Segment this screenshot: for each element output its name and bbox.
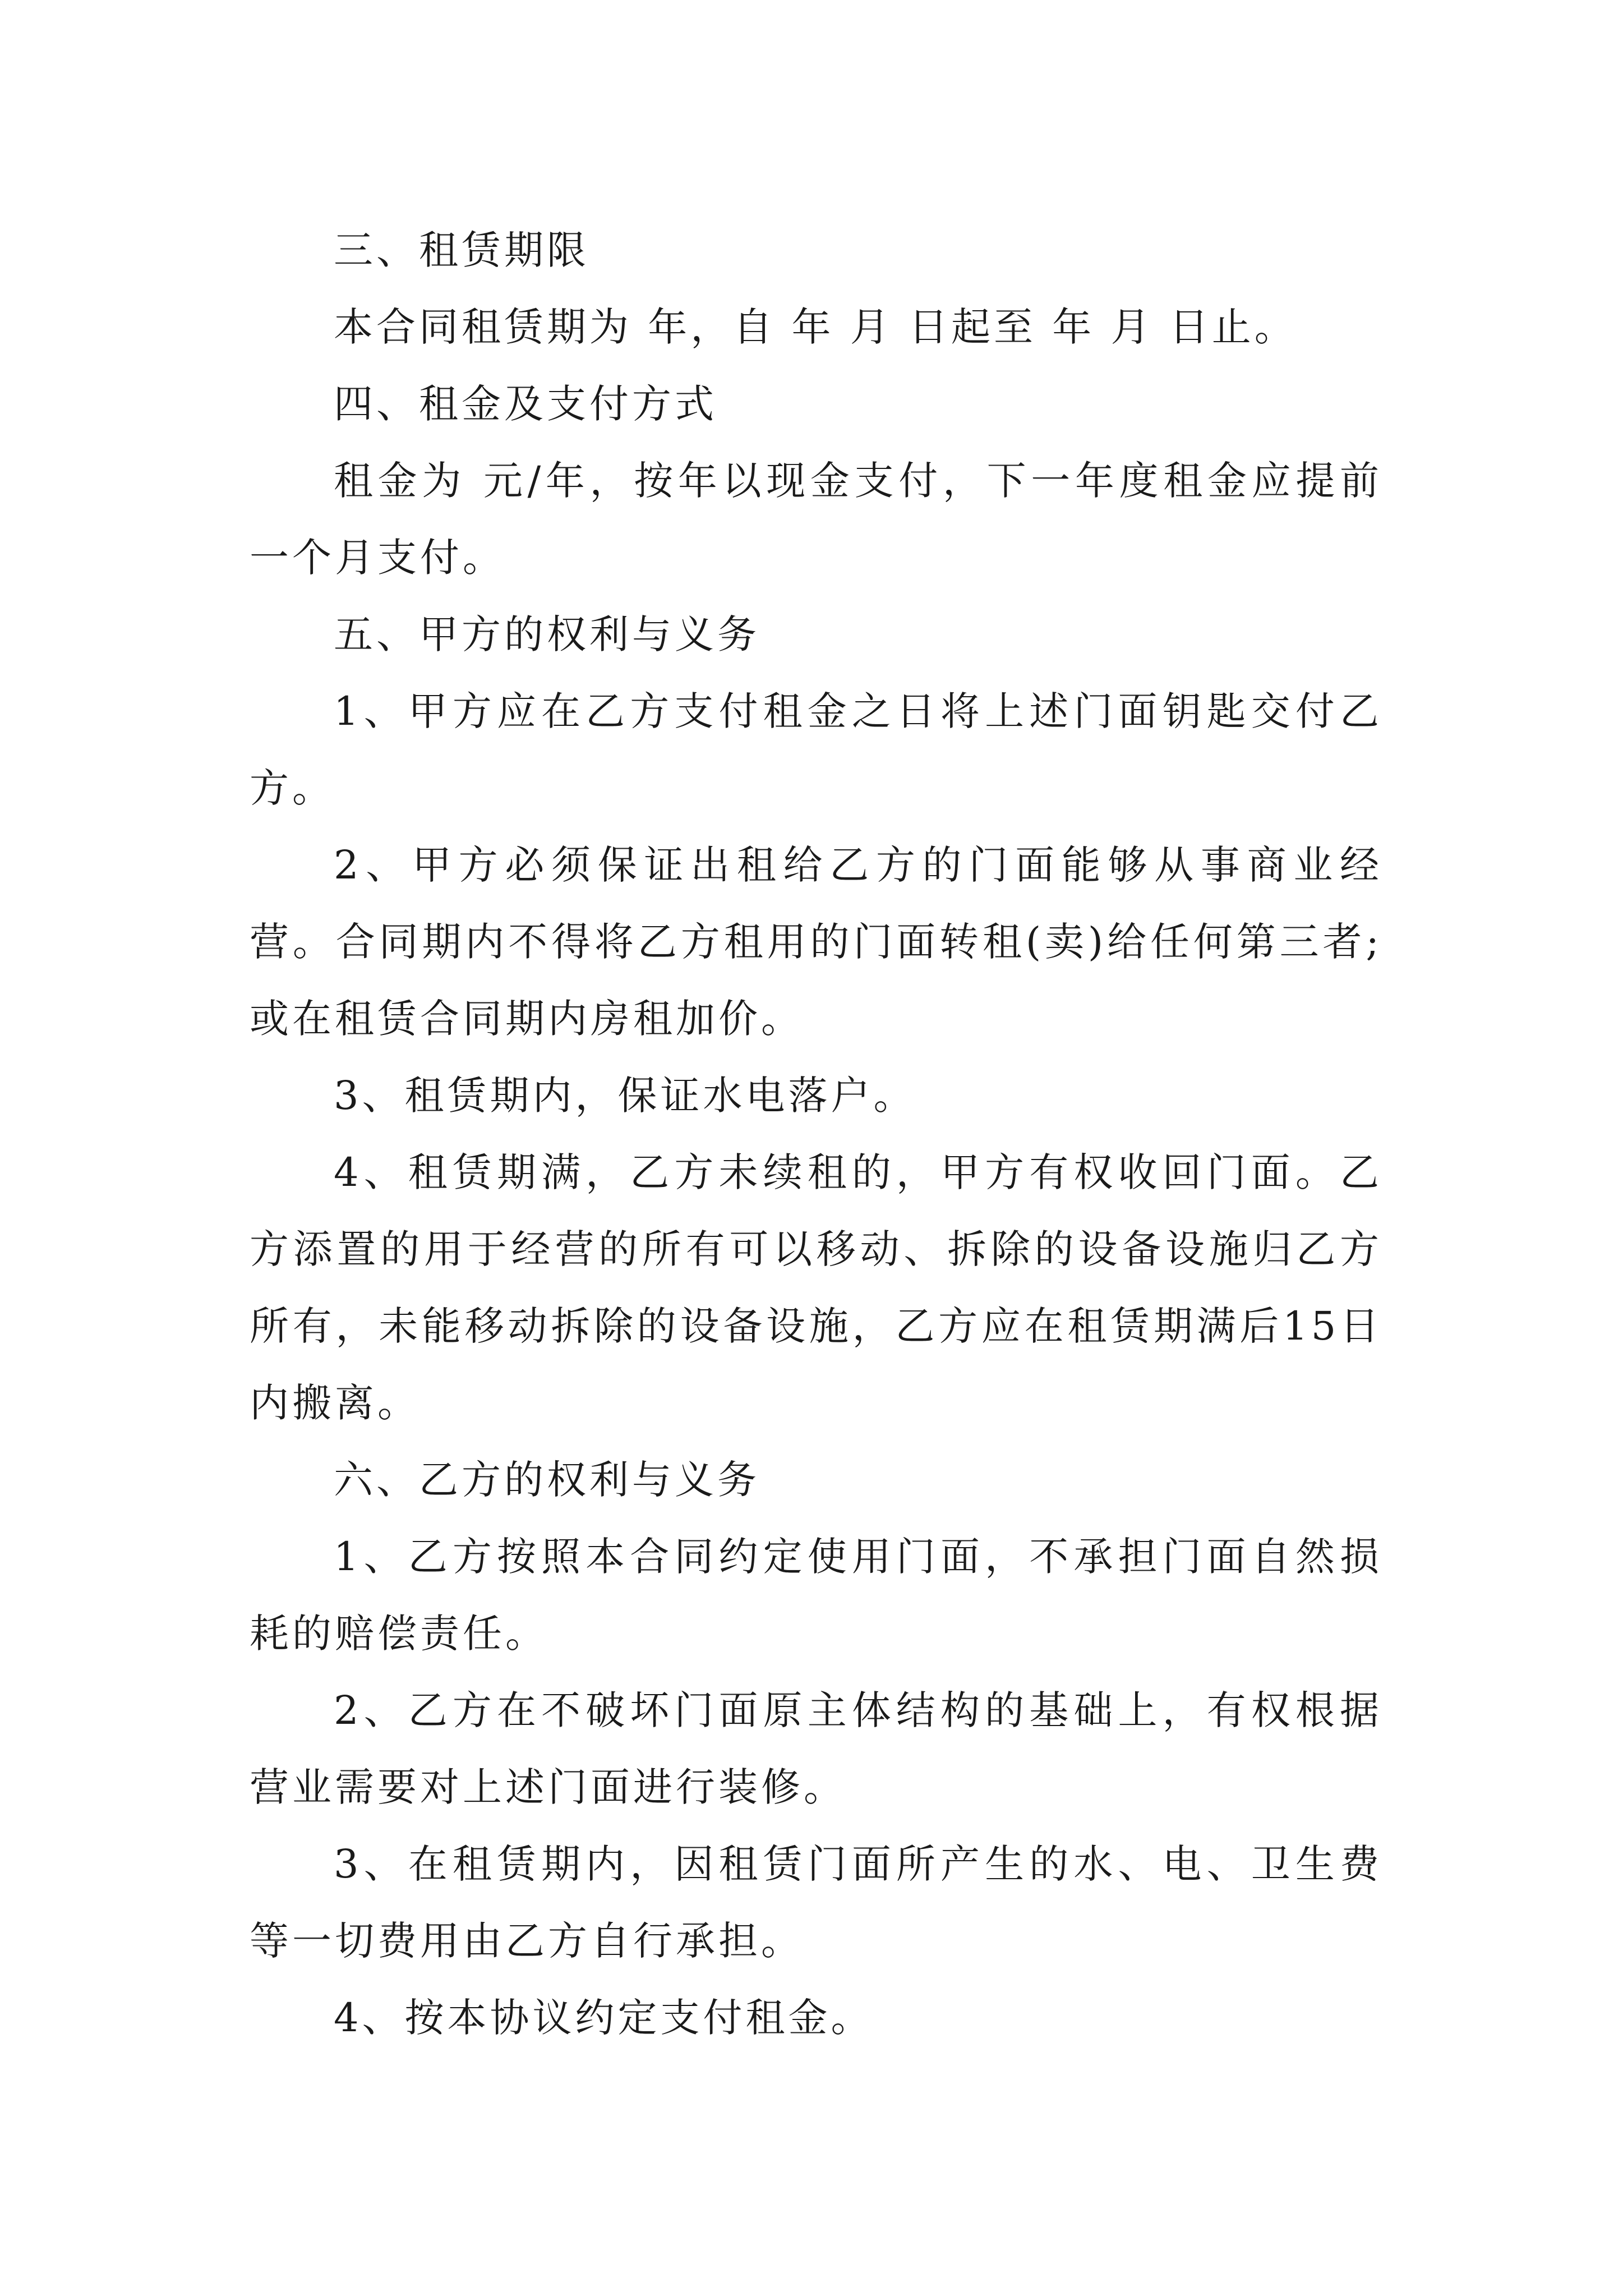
paragraph-party-a-1: 1、甲方应在乙方支付租金之日将上述门面钥匙交付乙方。 [250, 688, 1382, 811]
paragraph-party-b-4: 4、按本协议约定支付租金。 [334, 1995, 874, 2041]
paragraph-party-a-4: 4、租赁期满，乙方未续租的，甲方有权收回门面。乙方添置的用于经营的所有可以移动、拆除的设备设施归乙方所有，未能移动拆除的设备设施，乙方应在租赁期满后15日内搬离。 [250, 1149, 1382, 1426]
section-heading-rent-payment: 四、租金及支付方式 [334, 381, 717, 427]
paragraph-party-a-2: 2、甲方必须保证出租给乙方的门面能够从事商业经营。合同期内不得将乙方租用的门面转租(卖)给任何第三者;或在租赁合同期内房租加价。 [250, 842, 1382, 1042]
document-body [250, 212, 1382, 2056]
paragraph-party-a-3: 3、租赁期内，保证水电落户。 [334, 1073, 916, 1119]
paragraph-rent-payment: 租金为 元/年，按年以现金支付，下一年度租金应提前一个月支付。 [250, 458, 1382, 581]
paragraph-party-b-1: 1、乙方按照本合同约定使用门面，不承担门面自然损耗的赔偿责任。 [250, 1534, 1382, 1657]
section-heading-party-a: 五、甲方的权利与义务 [334, 611, 760, 657]
section-heading-lease-term: 三、租赁期限 [334, 227, 589, 273]
section-heading-party-b: 六、乙方的权利与义务 [334, 1457, 760, 1503]
paragraph-party-b-2: 2、乙方在不破坏门面原主体结构的基础上，有权根据营业需要对上述门面进行装修。 [250, 1687, 1382, 1810]
paragraph-lease-term: 本合同租赁期为 年，自 年 月 日起至 年 月 日止。 [334, 304, 1297, 350]
paragraph-party-b-3: 3、在租赁期内，因租赁门面所产生的水、电、卫生费等一切费用由乙方自行承担。 [250, 1841, 1382, 1964]
